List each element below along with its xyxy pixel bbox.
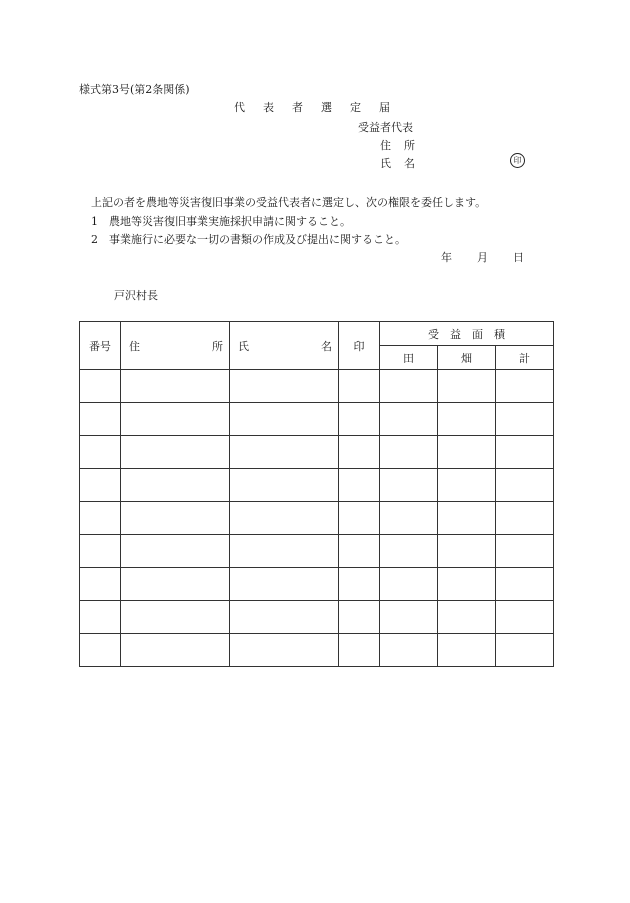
name-label-char: 名 [404,157,415,170]
table-cell[interactable] [496,403,554,436]
day-label: 日 [513,251,524,264]
table-cell[interactable] [496,568,554,601]
table-cell[interactable] [438,370,496,403]
table-cell[interactable] [230,403,339,436]
table-row [80,403,554,436]
header-field: 畑 [438,346,496,370]
title-char: 代 [234,101,245,114]
title-char: 選 [321,101,332,114]
table-cell[interactable] [438,403,496,436]
table-row [80,568,554,601]
representative-label: 受益者代表 [358,121,413,134]
table-cell[interactable] [339,502,380,535]
table-cell[interactable] [80,634,121,667]
beneficiary-table [79,321,554,667]
table-cell[interactable] [339,370,380,403]
table-cell[interactable] [380,469,438,502]
delegation-item [91,231,406,247]
table-cell[interactable] [80,436,121,469]
table-row [80,469,554,502]
form-number-label: 様式第3号(第2条関係) [79,83,190,96]
table-cell[interactable] [339,601,380,634]
date-line [441,249,549,265]
month-label: 月 [477,251,488,264]
table-row [80,502,554,535]
table-cell[interactable] [438,601,496,634]
table-cell[interactable] [339,469,380,502]
table-cell[interactable] [121,403,230,436]
table-cell[interactable] [496,370,554,403]
table-cell[interactable] [121,568,230,601]
header-address-char: 住 [129,339,140,353]
header-name-char: 名 [321,339,332,353]
table-row [80,634,554,667]
table-cell[interactable] [380,502,438,535]
table-cell[interactable] [339,634,380,667]
table-cell[interactable] [121,634,230,667]
table-cell[interactable] [121,370,230,403]
table-cell[interactable] [80,568,121,601]
table-cell[interactable] [80,601,121,634]
table-cell[interactable] [496,634,554,667]
table-cell[interactable] [121,469,230,502]
table-cell[interactable] [230,601,339,634]
item-text: 事業施行に必要な一切の書類の作成及び提出に関すること。 [109,233,406,246]
address-label-char: 住 [380,139,391,152]
name-label [380,155,415,171]
title-char: 定 [350,101,361,114]
header-address [121,322,230,370]
table-cell[interactable] [121,502,230,535]
title-char: 者 [292,101,303,114]
table-row [80,370,554,403]
header-name [230,322,339,370]
table-cell[interactable] [80,469,121,502]
table-cell[interactable] [380,535,438,568]
header-seal: 印 [339,322,380,370]
table-cell[interactable] [496,535,554,568]
addressee: 戸沢村長 [114,289,158,302]
table-cell[interactable] [438,502,496,535]
table-cell[interactable] [438,535,496,568]
table-cell[interactable] [121,535,230,568]
table-cell[interactable] [438,436,496,469]
title-char: 届 [379,101,390,114]
header-name-char: 氏 [238,339,249,353]
table-cell[interactable] [496,436,554,469]
table-cell[interactable] [339,568,380,601]
table-cell[interactable] [438,469,496,502]
table-cell[interactable] [230,370,339,403]
table-cell[interactable] [230,568,339,601]
table-cell[interactable] [380,403,438,436]
year-label: 年 [441,251,452,264]
address-label [380,137,415,153]
table-cell[interactable] [230,436,339,469]
name-label-char: 氏 [380,157,391,170]
table-cell[interactable] [121,436,230,469]
table-cell[interactable] [80,502,121,535]
item-text: 農地等災害復旧事業実施採択申請に関すること。 [109,215,351,228]
table-cell[interactable] [80,535,121,568]
table-cell[interactable] [230,634,339,667]
header-address-char: 所 [212,339,223,353]
table-cell[interactable] [339,436,380,469]
table-cell[interactable] [339,535,380,568]
delegation-statement: 上記の者を農地等災害復旧事業の受益代表者に選定し、次の権限を委任します。 [91,196,487,209]
table-cell[interactable] [380,634,438,667]
table-row [80,436,554,469]
table-cell[interactable] [438,568,496,601]
table-cell[interactable] [380,370,438,403]
header-benefit-area: 受 益 面 積 [380,322,554,346]
table-cell[interactable] [230,535,339,568]
table-cell[interactable] [496,469,554,502]
table-cell[interactable] [438,634,496,667]
address-label-char: 所 [404,139,415,152]
table-cell[interactable] [230,469,339,502]
table-cell[interactable] [230,502,339,535]
title-char: 表 [263,101,274,114]
table-cell[interactable] [380,436,438,469]
table-cell[interactable] [339,403,380,436]
table-row [80,535,554,568]
table-cell[interactable] [380,568,438,601]
header-total: 計 [496,346,554,370]
table-cell[interactable] [80,403,121,436]
table-cell[interactable] [496,601,554,634]
document-title [234,99,408,115]
item-number: 2 [91,233,98,246]
table-cell[interactable] [496,502,554,535]
header-number: 番号 [80,322,121,370]
header-paddy: 田 [380,346,438,370]
table-cell[interactable] [121,601,230,634]
table-cell[interactable] [380,601,438,634]
delegation-item [91,213,351,229]
seal-mark: 印 [510,153,525,168]
table-cell[interactable] [80,370,121,403]
item-number: 1 [91,215,98,228]
table-row [80,601,554,634]
